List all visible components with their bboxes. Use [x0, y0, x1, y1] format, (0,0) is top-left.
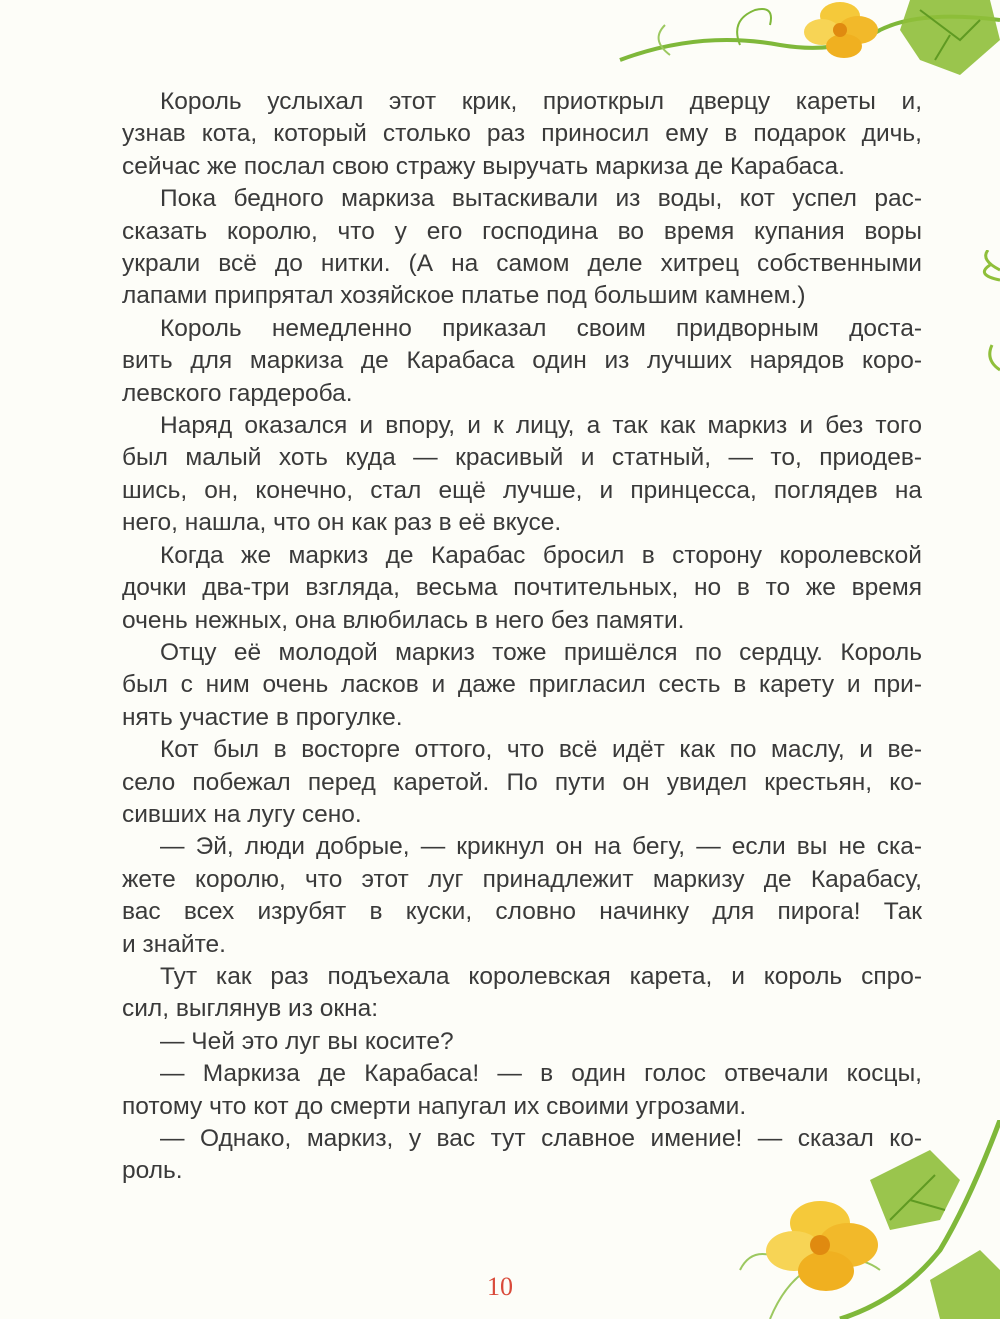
- text-line: жете королю, что этот луг принадлежит маркизу де Карабасу,: [122, 865, 922, 893]
- text-line: село побежал перед каретой. По пути он увидел крестьян, ко-: [122, 768, 922, 796]
- text-line: сказать королю, что у его господина во время купания воры: [122, 217, 922, 245]
- text-line: Когда же маркиз де Карабас бросил в сторону королевской: [160, 541, 922, 569]
- text-line: — Чей это луг вы косите?: [160, 1027, 454, 1055]
- vine-tendril-right-decoration: [970, 250, 1000, 390]
- text-line: сил, выглянув из окна:: [122, 995, 379, 1023]
- text-line: — Эй, люди добрые, — крикнул он на бегу, — если вы не ска-: [160, 833, 922, 861]
- text-line: сейчас же послал свою стражу выручать маркиза де Карабаса.: [122, 152, 845, 180]
- text-line: Пока бедного маркиза вытаскивали из воды, кот успел рас-: [160, 185, 922, 213]
- text-line: левского гардероба.: [122, 379, 353, 407]
- text-line: шись, он, конечно, стал ещё лучше, и принцесса, поглядев на: [122, 476, 922, 504]
- text-line: вить для маркиза де Карабаса один из лучших нарядов коро-: [122, 347, 922, 375]
- text-line: лапами припрятал хозяйское платье под большим камнем.): [122, 282, 806, 310]
- text-line: Кот был в восторге оттого, что всё идёт как по маслу, и ве-: [160, 736, 922, 764]
- text-line: Наряд оказался и впору, и к лицу, а так как маркиз и без того: [160, 412, 922, 440]
- page-number: 10: [487, 1272, 513, 1301]
- text-line: очень нежных, она влюбилась в него без памяти.: [122, 606, 685, 634]
- text-line: Отцу её молодой маркиз тоже пришёлся по сердцу. Король: [160, 638, 922, 666]
- text-line: Король немедленно приказал своим придворным доста-: [160, 314, 922, 342]
- text-line: Тут как раз подъехала королевская карета, и король спро-: [160, 962, 922, 990]
- text-line: украли всё до нитки. (А на самом деле хитрец собственными: [122, 250, 922, 278]
- vine-flower-top-decoration: [580, 0, 1000, 90]
- text-line: роль.: [122, 1157, 183, 1185]
- text-line: узнав кота, который столько раз приносил ему в подарок дичь,: [122, 120, 922, 148]
- text-line: вас всех изрубят в куски, словно начинку для пирога! Так: [122, 898, 922, 926]
- text-line: и знайте.: [122, 930, 226, 958]
- text-line: был малый хоть куда — красивый и статный, — то, приодев-: [122, 444, 922, 472]
- text-line: Король услыхал этот крик, приоткрыл дверцу кареты и,: [160, 88, 922, 115]
- text-line: нять участие в прогулке.: [122, 703, 403, 731]
- text-line: был с ним очень ласков и даже пригласил сесть в карету и при-: [122, 671, 922, 699]
- text-line: — Маркиза де Карабаса! — в один голос отвечали косцы,: [160, 1060, 922, 1088]
- text-line: сивших на лугу сено.: [122, 800, 362, 828]
- text-line: — Однако, маркиз, у вас тут славное имение! — сказал ко-: [160, 1125, 922, 1152]
- text-line: дочки два-три взгляда, весьма почтительных, но в то же время: [122, 574, 922, 602]
- text-line: потому что кот до смерти напугал их своими угрозами.: [122, 1092, 747, 1120]
- text-line: него, нашла, что он как раз в её вкусе.: [122, 509, 562, 537]
- story-text: [122, 86, 922, 1188]
